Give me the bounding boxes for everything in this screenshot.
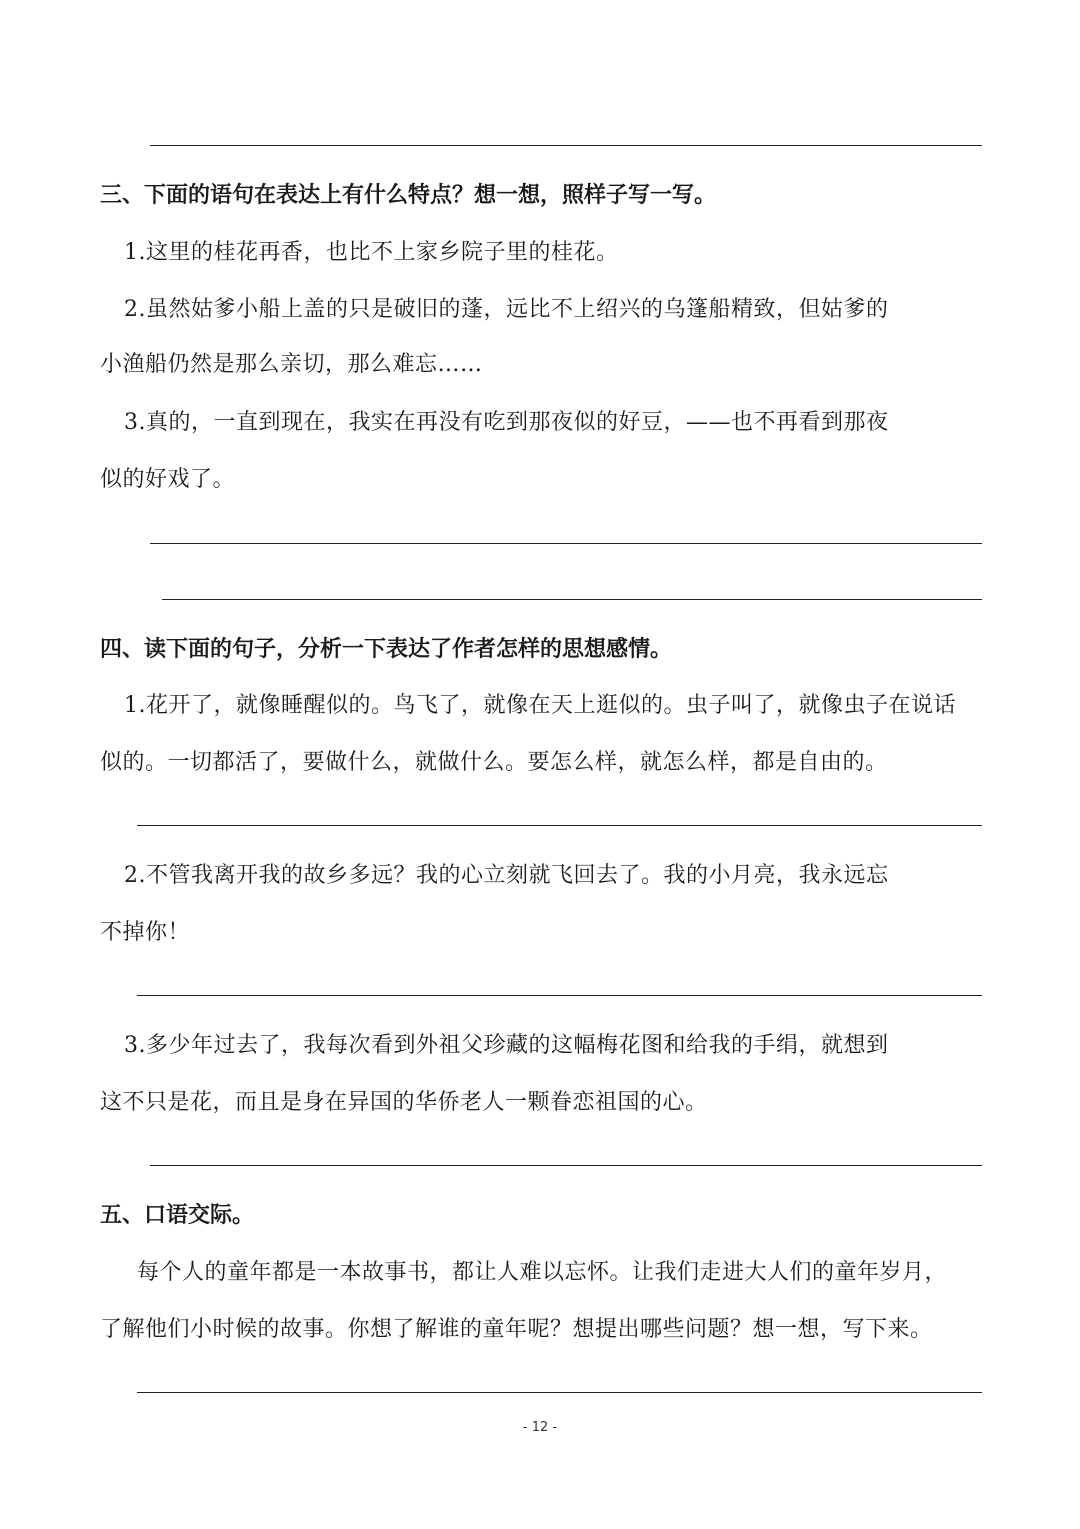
answer-line bbox=[137, 995, 982, 996]
section-5-heading: 五、口语交际。 bbox=[100, 1203, 255, 1228]
section-4-item-1-line-2: 似的。一切都活了，要做什么，就做什么。要怎么样，就怎么样，都是自由的。 bbox=[100, 750, 888, 775]
section-3-item-2-line-1: 2.虽然姑爹小船上盖的只是破旧的蓬，远比不上绍兴的乌篷船精致，但姑爹的 bbox=[124, 297, 889, 322]
section-5-paragraph-line-2: 了解他们小时候的故事。你想了解谁的童年呢？想提出哪些问题？想一想，写下来。 bbox=[100, 1317, 933, 1342]
section-4-heading: 四、读下面的句子，分析一下表达了作者怎样的思想感情。 bbox=[100, 637, 673, 662]
section-3-heading: 三、下面的语句在表达上有什么特点？想一想，照样子写一写。 bbox=[100, 183, 717, 208]
section-3-item-3-line-2: 似的好戏了。 bbox=[100, 467, 236, 492]
section-5-paragraph-line-1: 每个人的童年都是一本故事书，都让人难以忘怀。让我们走进大人们的童年岁月， bbox=[137, 1260, 948, 1285]
section-4-item-1-line-1: 1.花开了，就像睡醒似的。鸟飞了，就像在天上逛似的。虫子叫了，就像虫子在说话 bbox=[124, 693, 956, 718]
page-number: - 12 - bbox=[522, 1420, 558, 1435]
answer-line bbox=[150, 1165, 982, 1166]
section-4-item-2-line-1: 2.不管我离开我的故乡多远？我的心立刻就飞回去了。我的小月亮，我永远忘 bbox=[124, 863, 889, 888]
section-3-item-3-line-1: 3.真的，一直到现在，我实在再没有吃到那夜似的好豆，——也不再看到那夜 bbox=[124, 410, 889, 435]
section-3-item-1: 1.这里的桂花再香，也比不上家乡院子里的桂花。 bbox=[124, 240, 619, 265]
answer-line bbox=[137, 1392, 982, 1393]
section-4-item-2-line-2: 不掉你！ bbox=[100, 920, 191, 945]
answer-line bbox=[162, 599, 982, 600]
answer-line bbox=[150, 145, 982, 146]
section-3-item-2-line-2: 小渔船仍然是那么亲切，那么难忘…… bbox=[100, 352, 483, 377]
section-4-item-3-line-1: 3.多少年过去了，我每次看到外祖父珍藏的这幅梅花图和给我的手绢，就想到 bbox=[124, 1033, 889, 1058]
answer-line bbox=[150, 543, 982, 544]
answer-line bbox=[137, 825, 982, 826]
section-4-item-3-line-2: 这不只是花，而且是身在异国的华侨老人一颗眷恋祖国的心。 bbox=[100, 1090, 708, 1115]
